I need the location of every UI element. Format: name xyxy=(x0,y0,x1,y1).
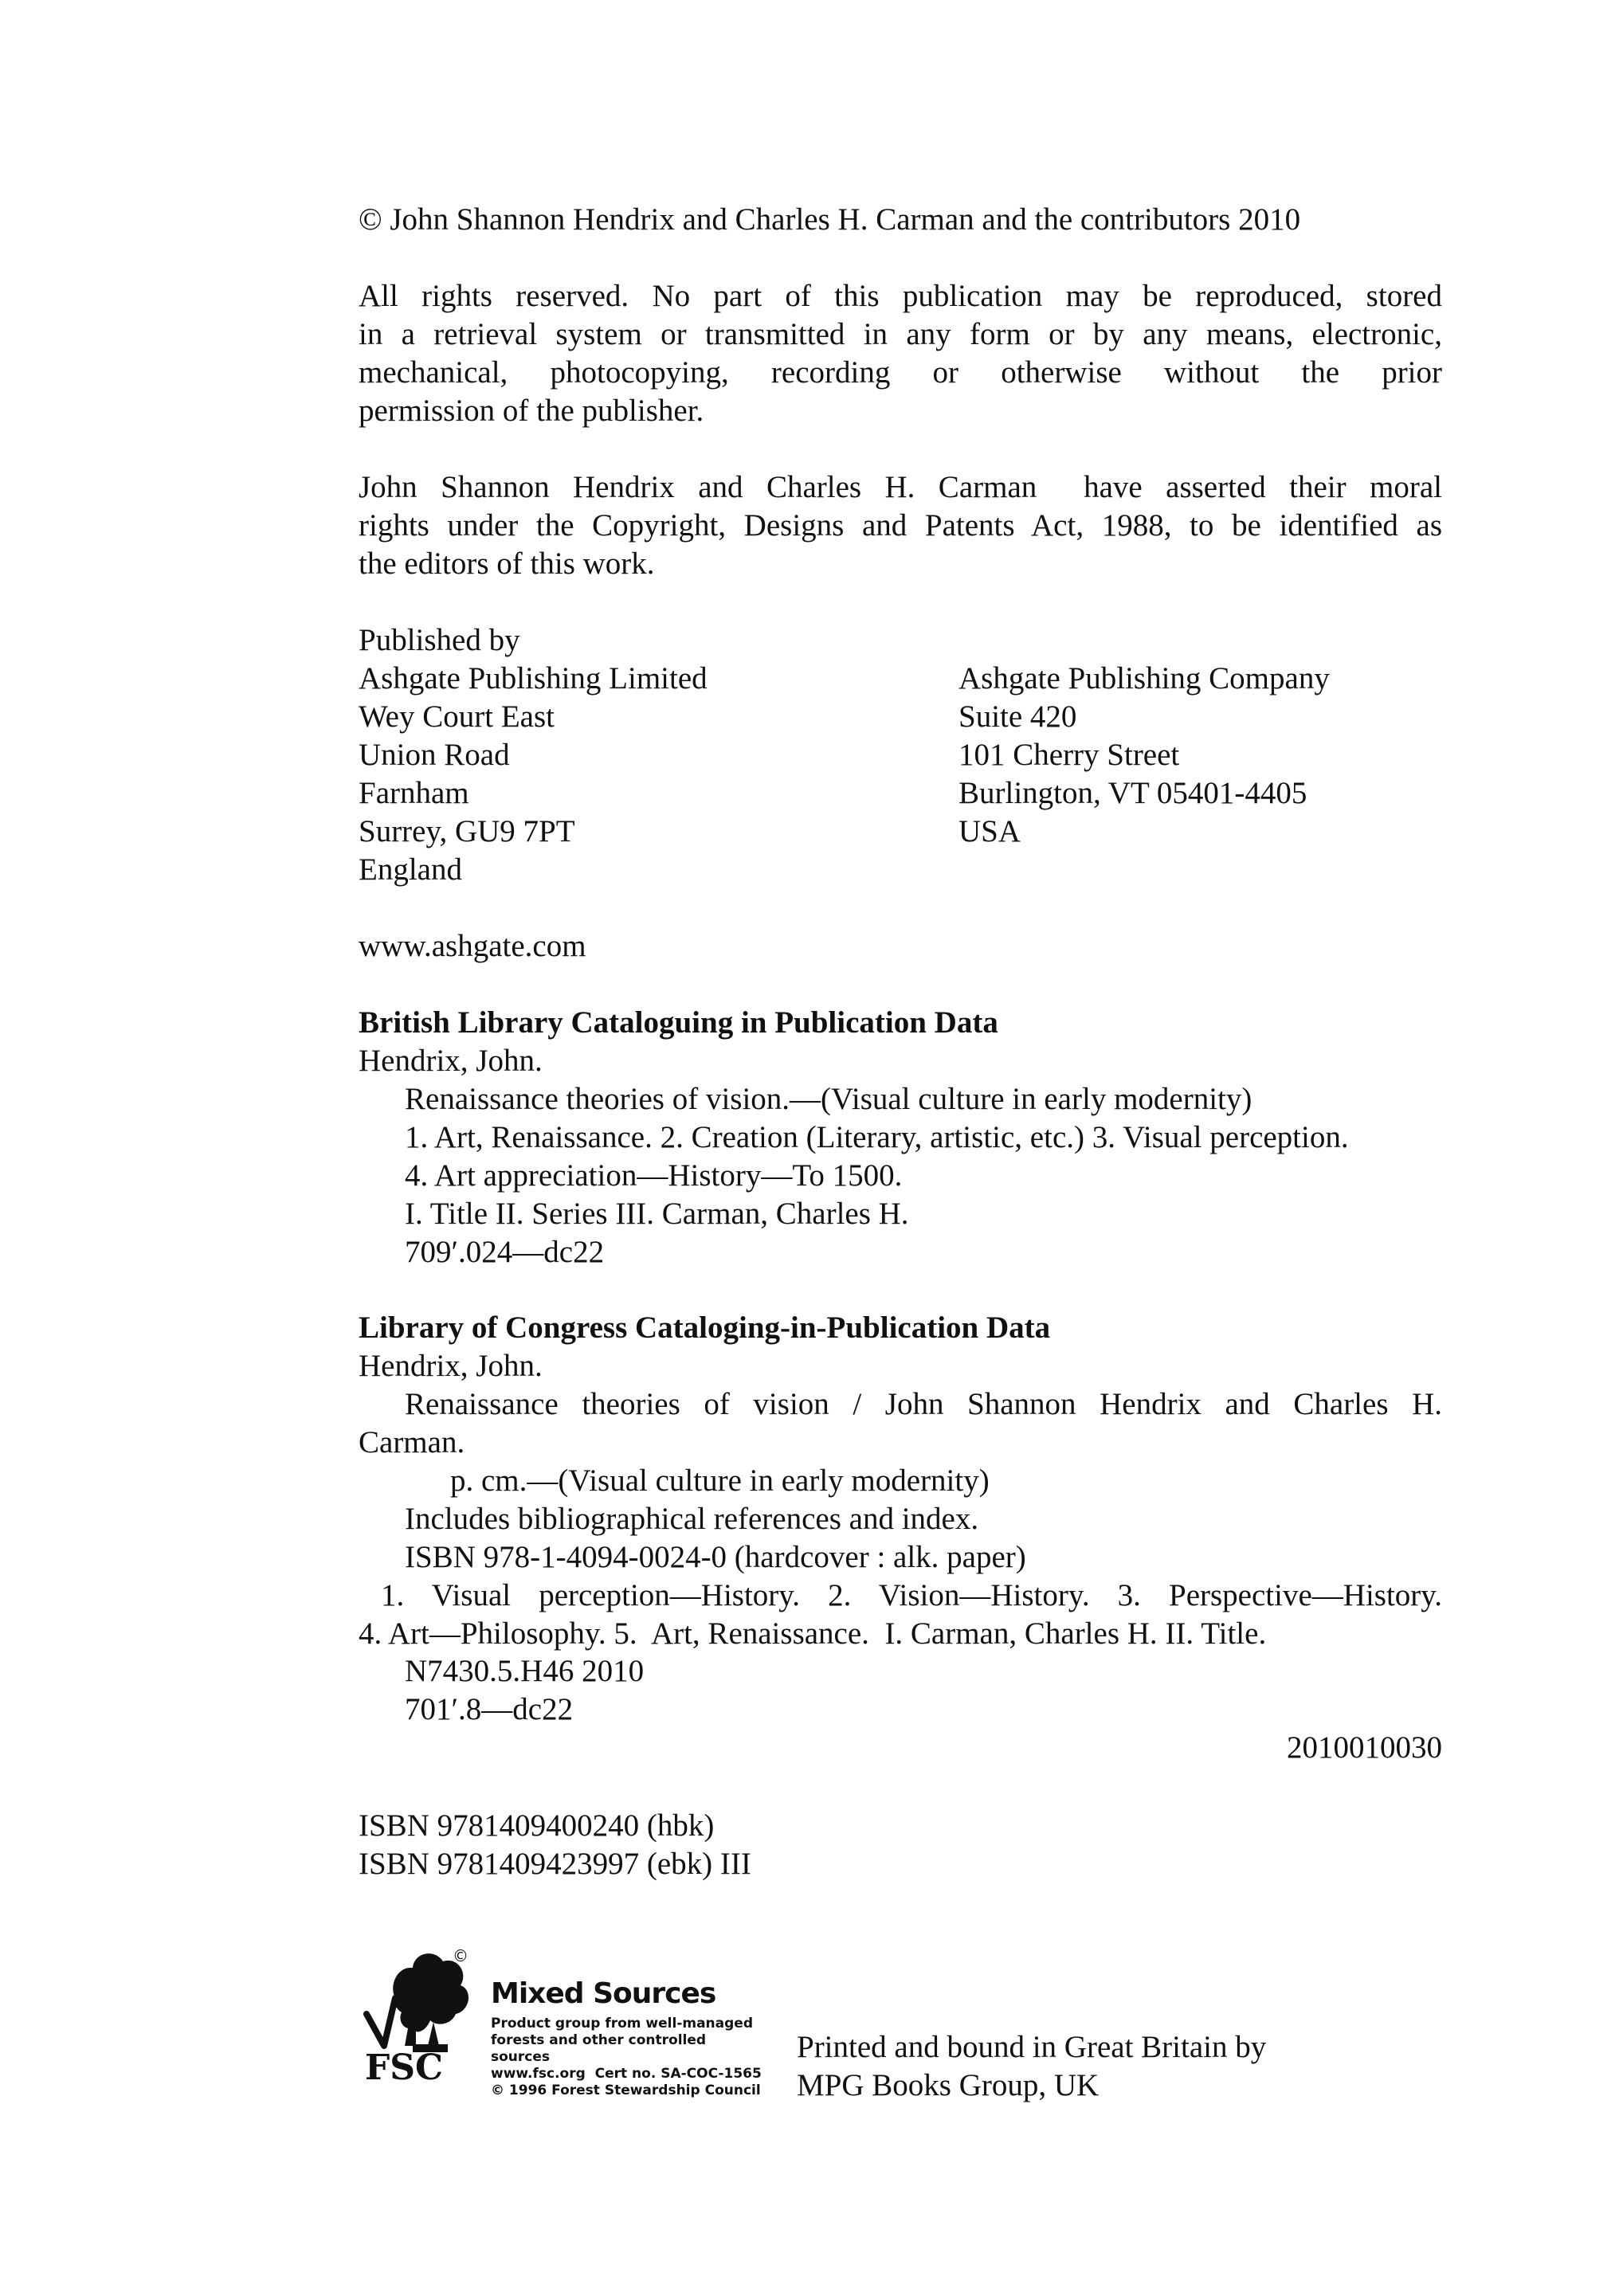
loc-control-number: 2010010030 xyxy=(1287,1730,1442,1765)
copyright-line: © John Shannon Hendrix and Charles H. Carman and the contributors 2010 xyxy=(359,202,1301,237)
printer-info xyxy=(797,2028,1434,2105)
isbn-list xyxy=(359,1807,1442,1883)
address-line: Surrey, GU9 7PT xyxy=(359,814,575,848)
fsc-line: © 1996 Forest Stewardship Council xyxy=(491,2082,761,2098)
british-library-entry: 709′.024—dc22 xyxy=(405,1235,605,1269)
moral-rights-line: the editors of this work. xyxy=(359,547,655,581)
loc-heading: Library of Congress Cataloging-in-Publication Data xyxy=(359,1311,1051,1345)
loc-author: Hendrix, John. xyxy=(359,1349,543,1383)
loc-isbn: ISBN 978-1-4094-0024-0 (hardcover : alk. paper) xyxy=(405,1540,1026,1574)
british-library-entry: Renaissance theories of vision.—(Visual culture in early modernity) xyxy=(405,1082,1252,1116)
address-line: Farnham xyxy=(359,776,469,810)
address-line: Burlington, VT 05401-4405 xyxy=(958,776,1307,810)
british-library-entry: 1. Art, Renaissance. 2. Creation (Literary, artistic, etc.) 3. Visual perception. xyxy=(405,1120,1349,1154)
printer-line: Printed and bound in Great Britain by xyxy=(797,2030,1267,2064)
isbn-line: ISBN 9781409400240 (hbk) xyxy=(359,1808,715,1843)
address-line: Suite 420 xyxy=(958,699,1077,734)
loc-dewey: 701′.8—dc22 xyxy=(405,1692,574,1726)
address-line: USA xyxy=(958,814,1021,848)
address-line: Wey Court East xyxy=(359,699,555,734)
rights-paragraph xyxy=(359,277,1442,430)
rights-line: All rights reserved. No part of this publication may be reproduced, stored xyxy=(359,279,1442,313)
fsc-line: www.fsc.org Cert no. SA-COC-1565 xyxy=(491,2066,762,2082)
fsc-line: forests and other controlled sources xyxy=(491,2032,707,2065)
publisher-us-address xyxy=(958,660,1476,851)
fsc-line: Product group from well-managed xyxy=(491,2016,754,2032)
moral-rights-paragraph xyxy=(359,468,1442,583)
publisher-uk-address xyxy=(359,660,916,889)
address-line: Ashgate Publishing Company xyxy=(958,661,1330,695)
rights-line: permission of the publisher. xyxy=(359,394,704,428)
fsc-copyright-mark: © xyxy=(453,1946,468,1965)
british-library-entry: 4. Art appreciation—History—To 1500. xyxy=(405,1158,903,1193)
rights-line: in a retrieval system or transmitted in any form or by any means, electronic, xyxy=(359,317,1442,351)
loc-call-number: N7430.5.H46 2010 xyxy=(405,1654,645,1688)
fsc-label xyxy=(357,1942,762,2118)
printer-line: MPG Books Group, UK xyxy=(797,2068,1100,2102)
fsc-title: Mixed Sources xyxy=(491,1977,716,2010)
british-library-cip xyxy=(359,1004,1442,1271)
address-line: Ashgate Publishing Limited xyxy=(359,661,708,695)
address-line: 101 Cherry Street xyxy=(958,738,1180,772)
rights-line: mechanical, photocopying, recording or otherwise without the prior xyxy=(359,355,1442,390)
loc-cip xyxy=(359,1309,1442,1653)
british-library-heading: British Library Cataloguing in Publication Data xyxy=(359,1005,998,1040)
published-by-heading: Published by xyxy=(359,623,520,657)
loc-includes: Includes bibliographical references and index. xyxy=(405,1502,979,1536)
address-line: Union Road xyxy=(359,738,510,772)
loc-title-line: Renaissance theories of vision / John Shannon Hendrix and Charles H. xyxy=(405,1387,1442,1421)
moral-rights-line: John Shannon Hendrix and Charles H. Carman have asserted their moral xyxy=(359,470,1442,504)
british-library-author: Hendrix, John. xyxy=(359,1044,543,1078)
fsc-tree-logo-icon xyxy=(357,1942,484,2086)
address-line: England xyxy=(359,852,462,887)
loc-classification xyxy=(359,1652,1442,1767)
loc-title-line: Carman. xyxy=(359,1425,465,1459)
loc-subjects-line: 1. Visual perception—History. 2. Vision—History. 3. Perspective—History. xyxy=(381,1578,1442,1612)
publisher-website-link[interactable]: www.ashgate.com xyxy=(359,929,586,963)
fsc-text-block xyxy=(491,1977,762,2099)
loc-series: p. cm.—(Visual culture in early modernity) xyxy=(450,1463,990,1498)
isbn-line: ISBN 9781409423997 (ebk) III xyxy=(359,1847,751,1881)
british-library-entry: I. Title II. Series III. Carman, Charles H. xyxy=(405,1197,909,1231)
loc-subjects-line: 4. Art—Philosophy. 5. Art, Renaissance. I. Carman, Charles H. II. Title. xyxy=(359,1616,1267,1651)
moral-rights-line: rights under the Copyright, Designs and Patents Act, 1988, to be identified as xyxy=(359,508,1442,543)
fsc-logo-text: FSC xyxy=(365,2047,444,2086)
